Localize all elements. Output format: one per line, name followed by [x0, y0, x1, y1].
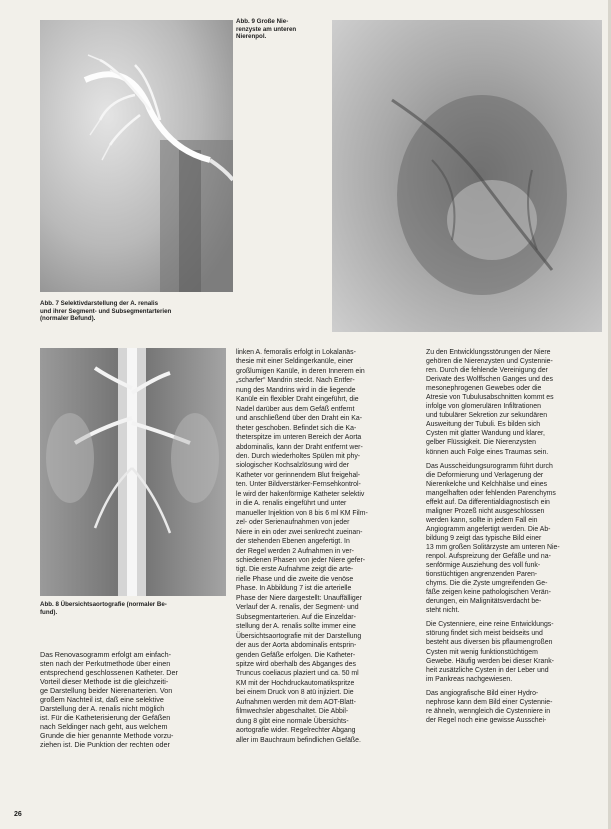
text-line: KM mit der Hochdruckautomatikspritze	[236, 679, 355, 687]
text-line: linken A. femoralis erfolgt in Lokalanäs-	[236, 349, 356, 356]
text-line: „scharfer“ Mandrin steckt. Nach Entfer-	[236, 377, 355, 385]
text-line: tigt. Die erste Aufnahme zeigt die arte-	[236, 566, 354, 574]
paragraph	[426, 689, 602, 725]
text-line: Niere in ein oder zwei senkrecht zueinan-	[236, 528, 363, 536]
text-line: großem Nachteil ist, daß eine selektive	[40, 695, 164, 705]
text-line: der stehenden Ebenen angefertigt. In	[236, 538, 350, 546]
text-line: entsprechend geschlossenen Katheter. Der	[40, 668, 178, 678]
text-line: maligner Prozeß nicht ausgeschlossen	[426, 507, 545, 515]
figure-7-caption-line: und ihrer Segment- und Subsegmentarterien	[40, 307, 172, 315]
text-line: le wird der hakenförmige Katheter selektiv	[236, 490, 365, 498]
text-line: 13 mm großen Solitärzyste am unteren Nie-	[426, 543, 560, 551]
text-line: Das Ausscheidungsurogramm führt durch	[426, 462, 553, 470]
text-line: und anschließend über den Draht ein Ka-	[236, 415, 363, 423]
text-line: nung des Mandrins wird in die liegende	[236, 386, 356, 394]
text-line: Verlauf der A. renalis, der Segment- und	[236, 604, 359, 612]
text-line: Ausweitung der Tubuli. Es bilden sich	[426, 421, 541, 429]
text-line: Nadel darüber aus dem Gefäß entfernt	[236, 405, 355, 413]
text-line: Vorteil dieser Methode ist die gleichzeiti-	[40, 677, 169, 687]
text-line: theter geschoben. Befindet sich die Ka-	[236, 424, 357, 432]
text-line: Das angiografische Bild einer Hydro-	[426, 689, 539, 697]
text-line: störung findet sich meist beidseits und	[426, 630, 543, 638]
text-line: Truncus coeliacus plaziert und ca. 50 ml	[236, 670, 359, 678]
text-line: derungen, ein Malignitätsverdacht be-	[426, 598, 542, 606]
text-line: spitze wird oberhalb des Abganges des	[236, 660, 356, 668]
figure-8-caption-line: fund).	[40, 608, 58, 616]
text-line: bildung 9 zeigt das typische Bild einer	[426, 534, 542, 542]
text-line: werden kann, sollte in jedem Fall ein	[426, 516, 538, 524]
text-line: Gewebe. Häufig werden bei dieser Krank-	[426, 657, 554, 665]
text-line: der Regel noch eine gewisse Ausschei-	[426, 716, 547, 724]
text-column-left	[40, 650, 232, 755]
text-line: Darstellung der A. renalis nicht möglich	[40, 704, 165, 714]
text-line: Angiogramm angefertigt werden. Die Ab-	[426, 525, 551, 533]
paragraph	[236, 348, 409, 745]
figure-7-caption-line: (normaler Befund).	[40, 315, 96, 323]
text-line: der aus der Aorta abdominalis entsprin-	[236, 642, 357, 650]
text-line: dung 8 gibt eine normale Übersichts-	[236, 717, 349, 725]
text-line: filmwechsler abgeschaltet. Die Abbil-	[236, 708, 349, 716]
text-line: infolge von glomerulären Infiltrationen	[426, 403, 541, 411]
text-line: Aufnahmen werden mit dem AOT-Blatt-	[236, 698, 356, 706]
text-line: tionstüchtigen angrenzenden Paren-	[426, 571, 538, 579]
text-line: aller im Bauchraum befindlichen Gefäße.	[236, 736, 361, 744]
text-line: können auch Folge eines Traumas sein.	[426, 448, 549, 456]
text-line: Das Renovasogramm erfolgt am einfach-	[40, 650, 172, 659]
text-line: Phase der Niere dargestellt: Unauffälliger	[236, 594, 362, 602]
text-line: siologischer Kochsalzlösung wird der	[236, 462, 349, 470]
paragraph	[426, 348, 602, 457]
figure-9-caption-line: renzyste am unteren	[236, 25, 297, 33]
text-line: Subsegmentarterien. Auf die Einzeldar-	[236, 613, 356, 621]
text-line: der Regel werden 2 Aufnahmen in ver-	[236, 547, 354, 555]
text-line: stellung der A. renalis sollte immer eine	[236, 623, 356, 631]
text-line: Grunde die hier genannte Methode vorzu-	[40, 731, 174, 741]
text-line: schiedenen Phasen von jeder Niere gefer-	[236, 556, 366, 564]
text-line: Nierenkelche und Kelchhälse und eines	[426, 480, 548, 488]
text-column-middle	[236, 348, 409, 750]
text-line: zel- oder Serienaufnahmen von jeder	[236, 519, 350, 527]
paragraph	[40, 650, 232, 750]
text-line: sten nach der Perkutmethode über einen	[40, 659, 171, 669]
text-line: gehören die Nierenzysten und Cystennie-	[426, 358, 553, 366]
text-line: Derivate des Wolffschen Ganges und des	[426, 376, 553, 384]
text-line: Cysten mit wenig funktionstüchtigem	[426, 648, 538, 656]
figure-9-caption	[236, 18, 331, 41]
text-line: theterspitze im unteren Bereich der Aorta	[236, 434, 362, 442]
text-line: gelber Flüssigkeit. Die Nierenzysten	[426, 439, 536, 447]
text-line: mesonephrogenen Gewebes oder die	[426, 385, 542, 393]
text-line: bei einem Druck von 8 atü injiziert. Die	[236, 689, 354, 697]
text-line: im Pankreas nachgewiesen.	[426, 675, 513, 683]
text-line: genden Gefäße erfolgen. Die Katheter-	[236, 651, 356, 659]
text-line: die Deformierung und Verlagerung der	[426, 471, 544, 479]
text-line: renpol. Aufspreizung der Gefäße und na-	[426, 553, 551, 561]
text-line: Katheter vor gerinnendem Blut freigehal-	[236, 471, 361, 479]
text-line: heit zusätzliche Cysten in der Leber und	[426, 666, 549, 674]
figure-9-caption-line: Nierenpol.	[236, 33, 267, 41]
text-column-right	[426, 348, 602, 730]
text-line: Phase. In Abbildung 7 ist die arterielle	[236, 585, 352, 593]
text-line: nach Seldinger nach geht, aus welchem	[40, 722, 168, 732]
text-line: ist. Für die Katheterisierung der Gefäßen	[40, 713, 171, 723]
figure-8-caption-line: Abb. 8 Übersichtsaortografie (normaler Be-	[40, 601, 167, 608]
text-line: Atresie von Tubulusabschnitten kommt es	[426, 394, 554, 402]
text-line: senförmige Ausziehung des voll funk-	[426, 562, 541, 570]
text-line: nephrose kann dem Bild einer Cystennie-	[426, 698, 553, 706]
paragraph	[426, 620, 602, 683]
text-line: mangelhaften oder fehlenden Parenchyms	[426, 489, 556, 497]
text-line: effekt auf. Da differentialdiagnostisch ein	[426, 498, 550, 506]
text-line: rielle Phase und die zweite die venöse	[236, 575, 354, 583]
text-line: Die Cystenniere, eine reine Entwicklungs-	[426, 621, 554, 629]
text-line: Cysten mit glatter Wandung und klarer,	[426, 430, 545, 438]
figure-9-caption-line: Abb. 9 Große Nie-	[236, 18, 289, 25]
figure-8-aortography	[40, 348, 226, 596]
figure-8-caption	[40, 601, 230, 616]
text-line: besteht aus diversen bis pflaumengroßen	[426, 639, 553, 647]
figure-7-caption-line: Abb. 7 Selektivdarstellung der A. renalis	[40, 300, 159, 307]
text-line: steht nicht.	[426, 607, 460, 615]
text-line: manueller Injektion von 8 bis 6 ml KM Film-	[236, 509, 368, 517]
text-line: in die A. renalis eingeführt und unter	[236, 500, 347, 508]
text-line: Zu den Entwicklungsstörungen der Niere	[426, 349, 551, 356]
text-line: Kanüle ein flexibler Draht eingeführt, die	[236, 396, 359, 404]
text-line: thesie mit einer Seldingerkanüle, einer	[236, 358, 354, 366]
text-line: re ähneln, wenngleich die Cystenniere in	[426, 707, 551, 715]
figure-9-cyst-angiogram	[332, 20, 602, 332]
text-line: ren. Durch die fehlende Vereinigung der	[426, 367, 548, 375]
text-line: den. Durch wiederholtes Spülen mit phy-	[236, 452, 361, 460]
text-line: ge Darstellung beider Nierenarterien. Von	[40, 686, 173, 696]
figure-7-renal-angiogram	[40, 20, 233, 292]
text-line: abdominalis, kann der Draht entfernt wer-	[236, 443, 363, 451]
page-number: 26	[14, 811, 22, 818]
text-line: chyms. Die die Zyste umgreifenden Ge-	[426, 580, 548, 588]
figure-7-caption	[40, 300, 240, 323]
text-line: ten. Unter Bildverstärker-Fernsehkontrol-	[236, 481, 361, 489]
text-line: aortografie wider. Regelrechter Abgang	[236, 727, 356, 735]
text-line: Übersichtsaortografie mit der Darstellung	[236, 632, 362, 640]
text-line: ziehen ist. Die Punktion der rechten oder	[40, 740, 170, 750]
text-line: fäße zeigen keine pathologischen Verän-	[426, 589, 551, 597]
text-line: und tubulärer Sekretion zur sekundären	[426, 412, 548, 420]
paragraph	[426, 462, 602, 616]
text-line: großlumigen Kanüle, in deren Innerem ein	[236, 367, 365, 375]
